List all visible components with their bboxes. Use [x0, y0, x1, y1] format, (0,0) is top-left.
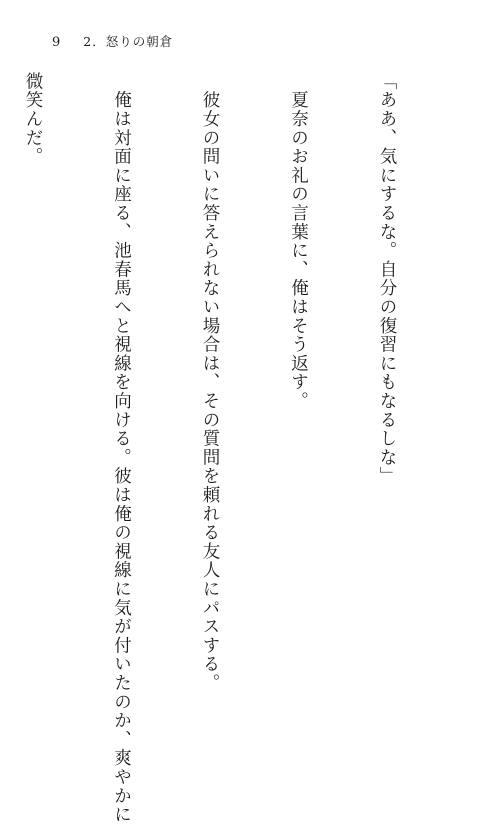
- text-line: 俺は対面に座る、池春馬へと視線を向ける。彼は俺の視線に気が付いたのか、爽やかに: [111, 72, 132, 824]
- text-line: 「ああ、気にするな。自分の復習にもなるしな」: [377, 72, 397, 486]
- page-header: [52, 32, 173, 50]
- body-text: [23, 72, 460, 824]
- page-number: 9: [52, 35, 62, 50]
- text-line: 微笑んだ。: [23, 72, 43, 166]
- chapter-title: 2．怒りの朝倉: [83, 34, 174, 49]
- text-line: 夏奈のお礼の言葉に、俺はそう返す。: [288, 72, 309, 411]
- text-line: 彼女の問いに答えられない場合は、その質問を頼れる友人にパスする。: [200, 72, 220, 693]
